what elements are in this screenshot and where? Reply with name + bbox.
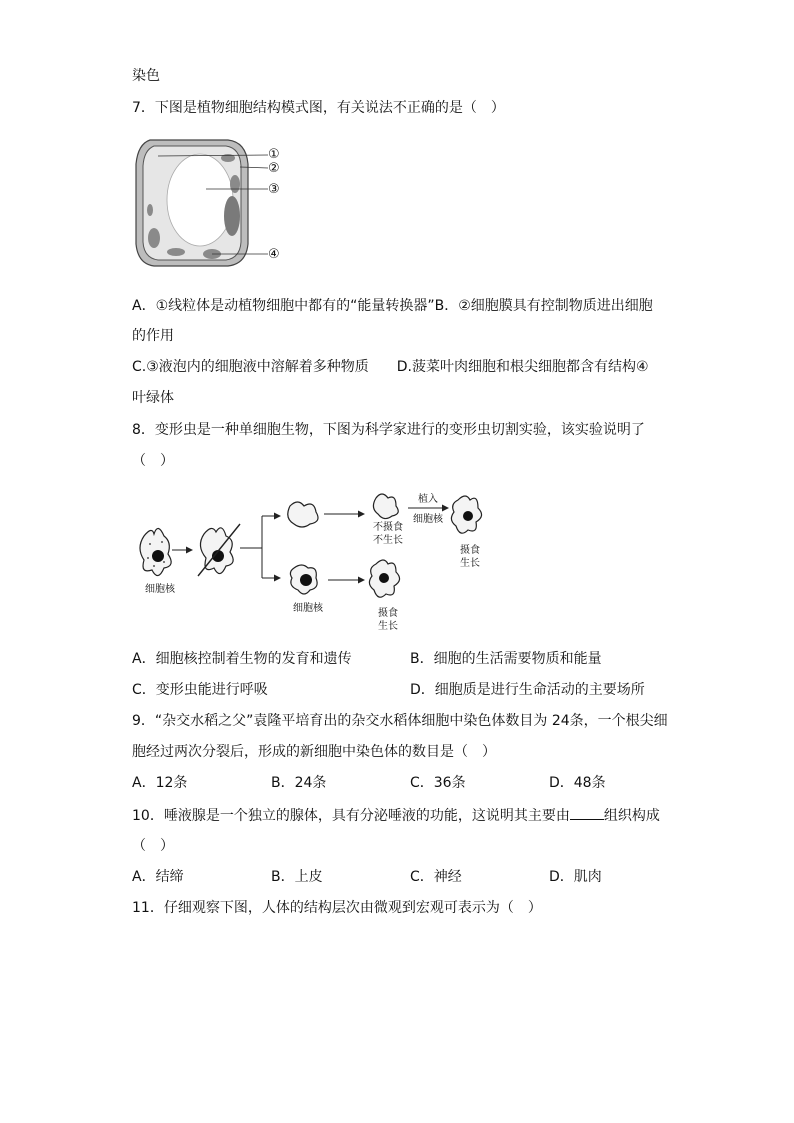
- q8-option-c: C．变形虫能进行呼吸: [132, 682, 268, 698]
- q7-option-b-cont: 的作用: [132, 328, 174, 344]
- q10-paren: （ ）: [132, 838, 174, 854]
- q10-option-d: D．肌肉: [549, 869, 602, 885]
- q8-option-b: B．细胞的生活需要物质和能量: [410, 651, 602, 667]
- label-eat-2: 摄食: [378, 608, 398, 619]
- q11-stem: 11．仔细观察下图，人体的结构层次由微观到宏观可表示为（ ）: [132, 900, 542, 916]
- q7-option-c-d: C.③液泡内的细胞液中溶解着多种物质 D.菠菜叶肉细胞和根尖细胞都含有结构④: [132, 359, 649, 375]
- marker-2: ②: [268, 161, 280, 176]
- label-nucleus-2: 细胞核: [293, 603, 323, 614]
- amoeba-fragment-no-nucleus: [288, 502, 318, 527]
- marker-4: ④: [268, 247, 280, 262]
- prev-answer-tail: 染色: [132, 68, 160, 84]
- label-grow-2: 生长: [378, 621, 398, 632]
- q10-blank: [570, 805, 604, 820]
- amoeba-no-eat: [373, 494, 398, 519]
- label-nucleus-1: 细胞核: [145, 584, 175, 595]
- chloroplast: [224, 196, 240, 236]
- q8-stem: 8．变形虫是一种单细胞生物，下图为科学家进行的变形虫切割实验，该实验说明了: [132, 422, 645, 438]
- chloroplast: [167, 248, 185, 256]
- q8-option-a: A．细胞核控制着生物的发育和遗传: [132, 651, 352, 667]
- q8-paren: （ ）: [132, 453, 174, 469]
- label-implant-2: 细胞核: [413, 514, 443, 525]
- label-no-eat: 不摄食: [373, 522, 403, 533]
- q10-stem: [132, 805, 660, 826]
- q10-stem-part1: 10．唾液腺是一个独立的腺体，具有分泌唾液的功能，这说明其主要由: [132, 808, 570, 824]
- q9-option-d: D．48条: [549, 775, 606, 791]
- label-grow-1: 生长: [460, 558, 480, 569]
- q9-stem-2: 胞经过两次分裂后，形成的新细胞中染色体的数目是（ ）: [132, 744, 496, 760]
- q10-option-c: C．神经: [410, 869, 462, 885]
- q9-stem-1: 9．“杂交水稻之父”袁隆平培育出的杂交水稻体细胞中染色体数目为 24条，一个根尖细: [132, 713, 668, 729]
- q10-option-a: A．结缔: [132, 869, 184, 885]
- chloroplast: [147, 204, 153, 216]
- q9-option-b: B．24条: [271, 775, 327, 791]
- q7-stem: 7．下图是植物细胞结构模式图，有关说法不正确的是（ ）: [132, 100, 505, 116]
- q7-option-a-b: A．①线粒体是动植物细胞中都有的“能量转换器”B．②细胞膜具有控制物质进出细胞: [132, 298, 653, 314]
- label-implant-1: 植入: [418, 494, 438, 505]
- q9-option-a: A．12条: [132, 775, 188, 791]
- q10-option-b: B．上皮: [271, 869, 323, 885]
- chloroplast: [230, 175, 240, 193]
- label-no-grow: 不生长: [373, 535, 403, 546]
- q10-stem-part2: 组织构成: [603, 808, 660, 824]
- q7-option-d-cont: 叶绿体: [132, 390, 174, 406]
- label-eat-1: 摄食: [460, 545, 480, 556]
- q8-option-d: D．细胞质是进行生命活动的主要场所: [410, 682, 645, 698]
- marker-3: ③: [268, 182, 280, 197]
- marker-1: ①: [268, 147, 280, 162]
- chloroplast: [148, 228, 160, 248]
- q9-option-c: C．36条: [410, 775, 466, 791]
